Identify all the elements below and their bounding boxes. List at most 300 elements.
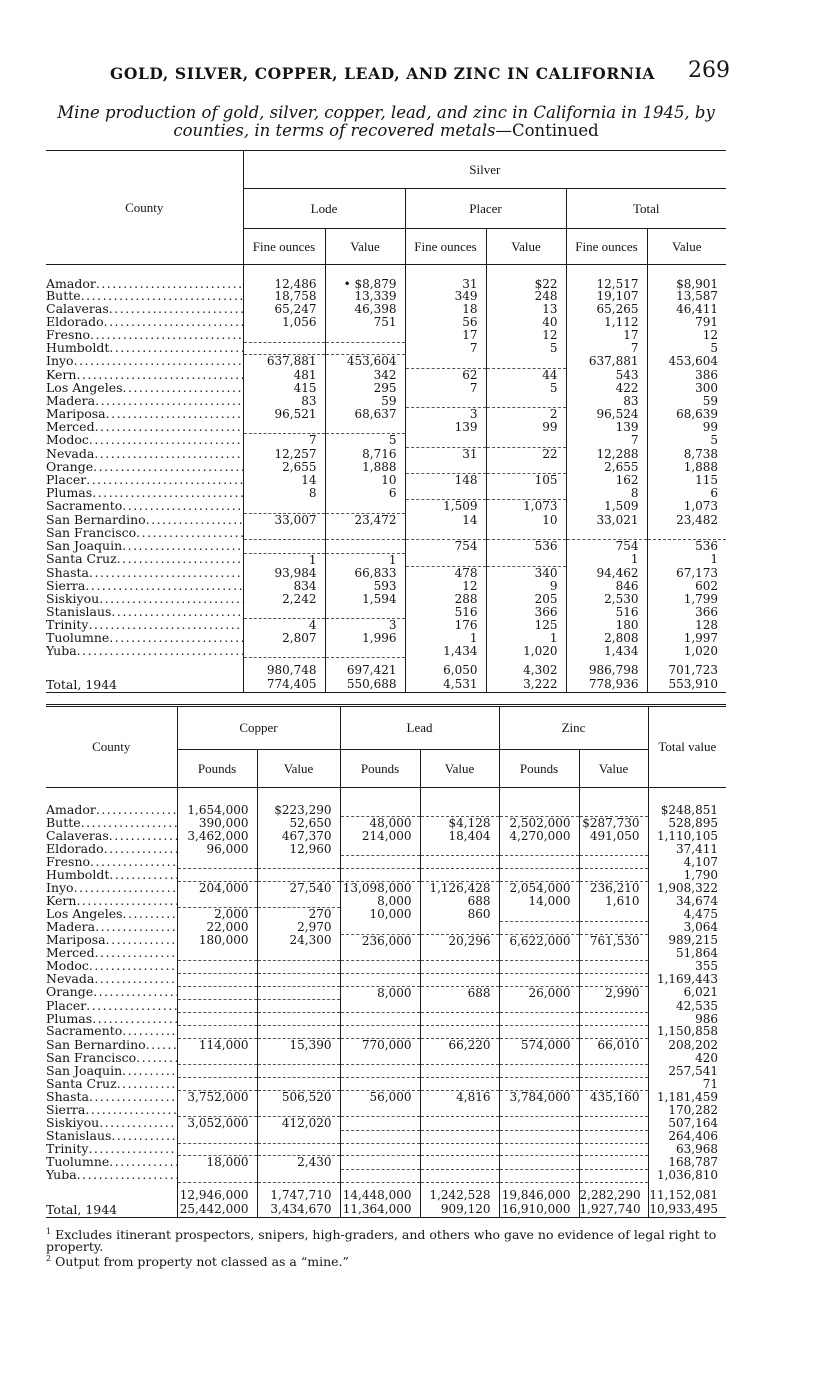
total-oz-cell: 516 [566,606,647,619]
pb-lb-cell [340,804,420,817]
county-row [46,1025,726,1038]
zn-val-cell [579,908,648,921]
page-number: 269 [688,58,730,83]
total-val-cell: 1,997 [647,632,726,645]
placer-fine-ounces-header: Fine ounces [405,229,486,265]
footnote-2 [46,1253,736,1268]
total-cell: 355 [648,960,726,973]
zn-lb-cell [499,1104,579,1117]
placer-oz-cell [405,553,486,566]
cu-lb-cell: 18,000 [177,1156,257,1169]
total-oz-cell: 846 [566,580,647,593]
lode-oz-cell: 65,247 [243,303,325,316]
pb-val-cell [420,1013,499,1026]
lode-val-cell [325,500,405,513]
cu-lb-cell [177,973,257,986]
total-oz-cell: 139 [566,421,647,434]
county-name: Humboldt ..... [46,869,177,882]
total-cell: 420 [648,1052,726,1065]
zn-lb-cell [499,1052,579,1065]
pb-lb-cell [340,1104,420,1117]
cu-val-cell: 2,970 [257,921,340,934]
zn-val-cell: 1,927,740 [579,1202,648,1218]
lode-val-cell [325,329,405,342]
total-val-cell: 1,888 [647,461,726,474]
footnote-mark: 1 [46,1227,52,1236]
placer-oz-cell: 31 [405,278,486,291]
zn-lb-cell [499,1117,579,1130]
county-name: Siskiyou ..... [46,593,243,606]
lode-oz-cell: 1 [243,553,325,566]
running-head [110,60,730,86]
zn-val-cell: $287,730 [579,816,648,829]
zn-lb-cell [499,1169,579,1182]
total-row [46,677,726,693]
county-row [46,513,726,526]
zn-lb-cell [499,804,579,817]
county-name: Los Angeles ..... [46,908,177,921]
placer-val-cell: 9 [486,580,566,593]
lode-oz-cell [243,540,325,553]
total-cell: 208,202 [648,1038,726,1051]
county-row [46,1143,726,1156]
cu-lb-cell [177,1052,257,1065]
total-cell: 51,864 [648,947,726,960]
cu-lb-cell [177,1000,257,1013]
cu-val-cell: 27,540 [257,881,340,894]
county-name: Nevada ..... [46,447,243,460]
lode-header-label: Lode [310,200,338,216]
lode-oz-cell: 774,405 [243,677,325,693]
lode-val-cell: 66,833 [325,566,405,579]
placer-oz-cell [405,527,486,540]
total-cell: 34,674 [648,895,726,908]
lode-val-cell: 23,472 [325,513,405,526]
placer-oz-cell: 17 [405,329,486,342]
placer-val-cell [486,434,566,447]
county-name: Yuba ..... [46,645,243,658]
placer-oz-cell: 1,509 [405,500,486,513]
pb-val-cell [420,1078,499,1091]
placer-oz-cell: 7 [405,382,486,395]
pb-val-cell: 688 [420,895,499,908]
placer-oz-cell [405,434,486,447]
county-name: Santa Cruz ..... [46,553,243,566]
total-val-cell: $8,901 [647,278,726,291]
copper-pounds-header: Pounds [177,750,257,788]
cu-lb-cell: 114,000 [177,1038,257,1051]
total-cell: 168,787 [648,1156,726,1169]
footnote-1 [46,1226,736,1253]
county-name: Plumas ..... [46,487,243,500]
zn-lb-cell [499,1143,579,1156]
placer-group-header [405,189,566,229]
lode-oz-cell: 637,881 [243,355,325,368]
placer-oz-cell: 1 [405,632,486,645]
pb-lb-cell [340,1117,420,1130]
total-cell: 3,064 [648,921,726,934]
placer-val-cell [486,461,566,474]
county-row [46,908,726,921]
pb-lb-cell [340,1078,420,1091]
total-val-cell: 791 [647,316,726,329]
cu-lb-cell: 1,654,000 [177,804,257,817]
silver-header-label: Silver [469,161,501,177]
county-header-label: County [92,739,131,754]
total-val-cell [647,527,726,540]
total-val-cell: 386 [647,368,726,381]
zn-val-cell: 435,160 [579,1090,648,1103]
county-row [46,1117,726,1130]
total-cell: 264,406 [648,1130,726,1143]
total-oz-cell: 83 [566,395,647,408]
county-name: San Francisco ..... [46,527,243,540]
placer-oz-cell: 176 [405,619,486,632]
pb-lb-cell [340,960,420,973]
zn-lb-cell [499,921,579,934]
placer-val-cell: 4,302 [486,658,566,678]
cu-val-cell [257,1025,340,1038]
total-cell: 1,036,810 [648,1169,726,1182]
county-row [46,368,726,381]
pb-val-cell [420,1000,499,1013]
total-val-cell: 5 [647,342,726,355]
pb-val-cell [420,804,499,817]
county-name: Eldorado ..... [46,316,243,329]
pb-val-cell [420,1052,499,1065]
zn-lb-cell [499,1156,579,1169]
county-row [46,1156,726,1169]
zn-val-cell: 761,530 [579,934,648,947]
cu-val-cell [257,986,340,999]
pb-val-cell [420,1117,499,1130]
zn-lb-cell: 19,846,000 [499,1182,579,1202]
lode-val-cell: 6 [325,487,405,500]
zn-lb-cell [499,1000,579,1013]
county-name: Inyo ..... [46,881,177,894]
copper-value-header: Value [257,750,340,788]
total-cell: 71 [648,1078,726,1091]
placer-val-cell: 5 [486,342,566,355]
lead-pounds-header: Pounds [340,750,420,788]
pb-lb-cell [340,856,420,869]
pb-val-cell: 860 [420,908,499,921]
placer-oz-cell [405,461,486,474]
copper-lead-zinc-table [46,704,726,1218]
county-name: Butte ..... [46,290,243,303]
placer-oz-cell: 4,531 [405,677,486,693]
cu-val-cell: 270 [257,908,340,921]
cu-lb-cell [177,1065,257,1078]
cu-val-cell [257,1143,340,1156]
total-val-cell: 1,020 [647,645,726,658]
county-row [46,434,726,447]
county-name [46,658,243,678]
county-name: Shasta ..... [46,1090,177,1103]
lode-val-cell: • $8,879 [325,278,405,291]
total-val-cell: 1 [647,553,726,566]
placer-oz-cell: 18 [405,303,486,316]
placer-val-cell: 12 [486,329,566,342]
lode-val-cell [325,342,405,355]
zn-lb-cell [499,1065,579,1078]
county-name: Placer ..... [46,474,243,487]
placer-val-cell: 1,073 [486,500,566,513]
total-row [46,1182,726,1202]
pb-lb-cell [340,1000,420,1013]
zn-lb-cell [499,908,579,921]
county-name: Yuba ..... [46,1169,177,1182]
county-row [46,804,726,817]
cu-val-cell [257,869,340,882]
zn-val-cell: 1,610 [579,895,648,908]
lead-group-header [340,706,499,750]
placer-val-cell [486,487,566,500]
total-cell: 1,110,105 [648,830,726,843]
placer-oz-cell: 7 [405,342,486,355]
county-name: Madera ..... [46,921,177,934]
county-row [46,986,726,999]
total-fine-ounces-header: Fine ounces [566,229,647,265]
lode-oz-cell: 12,486 [243,278,325,291]
pb-val-cell [420,1104,499,1117]
zn-lb-cell [499,960,579,973]
county-name: Sacramento ..... [46,500,243,513]
pb-val-cell [420,856,499,869]
total-oz-cell: 2,530 [566,593,647,606]
placer-val-cell: 99 [486,421,566,434]
placer-oz-cell: 6,050 [405,658,486,678]
total-cell: 507,164 [648,1117,726,1130]
county-row [46,1052,726,1065]
zn-val-cell: 2,990 [579,986,648,999]
placer-val-cell [486,553,566,566]
total-oz-cell: 7 [566,342,647,355]
silver-table-body [46,265,726,693]
county-row [46,843,726,856]
placer-oz-cell: 478 [405,566,486,579]
cu-val-cell [257,1000,340,1013]
pb-val-cell: 1,126,428 [420,881,499,894]
county-row [46,421,726,434]
zn-lb-cell: 6,622,000 [499,934,579,947]
zn-val-cell [579,1130,648,1143]
county-name: San Francisco ..... [46,1052,177,1065]
zn-lb-cell [499,843,579,856]
footnote-text: Output from property not classed as a “mine.” [55,1254,349,1270]
county-row [46,593,726,606]
pb-lb-cell: 48,000 [340,816,420,829]
placer-oz-cell: 516 [405,606,486,619]
county-name: San Joaquin ..... [46,1065,177,1078]
pb-lb-cell: 8,000 [340,895,420,908]
footnotes [46,1226,736,1268]
county-row [46,500,726,513]
lode-val-cell [325,421,405,434]
pb-lb-cell: 11,364,000 [340,1202,420,1218]
lode-val-cell: 1,594 [325,593,405,606]
county-row [46,1169,726,1182]
zn-val-cell [579,921,648,934]
county-name: Amador ..... [46,278,243,291]
lode-val-cell [325,540,405,553]
county-row [46,973,726,986]
zn-lb-cell: 2,502,000 [499,816,579,829]
total-oz-cell: 33,021 [566,513,647,526]
zn-val-cell [579,960,648,973]
placer-val-cell: 1,020 [486,645,566,658]
total-cell: 63,968 [648,1143,726,1156]
total-oz-cell: 2,808 [566,632,647,645]
cu-val-cell: 2,430 [257,1156,340,1169]
cu-lb-cell: 12,946,000 [177,1182,257,1202]
lode-val-cell: 751 [325,316,405,329]
cu-lb-cell: 3,052,000 [177,1117,257,1130]
county-row [46,921,726,934]
cu-val-cell [257,1130,340,1143]
zinc-header-label: Zinc [561,720,586,735]
lode-group-header [243,189,405,229]
pb-lb-cell [340,1156,420,1169]
lode-val-cell: 593 [325,580,405,593]
total-cell: 1,181,459 [648,1090,726,1103]
total-value-header-label: Total value [658,739,717,754]
total-cell: 4,107 [648,856,726,869]
placer-val-cell: 1 [486,632,566,645]
county-row [46,540,726,553]
lode-oz-cell [243,527,325,540]
county-row [46,856,726,869]
placer-oz-cell [405,355,486,368]
cu-val-cell [257,1104,340,1117]
total-val-cell: 128 [647,619,726,632]
county-name: Placer ..... [46,1000,177,1013]
lode-val-cell: 453,604 [325,355,405,368]
pb-val-cell: 20,296 [420,934,499,947]
copper-group-header [177,706,340,750]
county-row [46,632,726,645]
pb-lb-cell [340,1025,420,1038]
cu-val-cell [257,960,340,973]
placer-oz-cell [405,487,486,500]
county-name: Calaveras ..... [46,303,243,316]
total-val-cell: 366 [647,606,726,619]
total-val-cell: 46,411 [647,303,726,316]
county-row [46,527,726,540]
cu-lb-cell: 2,000 [177,908,257,921]
cu-val-cell: 15,390 [257,1038,340,1051]
county-row [46,1130,726,1143]
cu-lb-cell [177,1013,257,1026]
total-val-cell: 59 [647,395,726,408]
table-caption [46,104,726,140]
lode-oz-cell: 4 [243,619,325,632]
county-row [46,461,726,474]
copper-header-label: Copper [239,720,278,735]
total-val-cell: 1,799 [647,593,726,606]
county-name: Humboldt ..... [46,342,243,355]
cu-lb-cell: 25,442,000 [177,1202,257,1218]
county-column-header [46,706,177,788]
placer-val-cell: 22 [486,447,566,460]
cu-val-cell [257,1169,340,1182]
total-row [46,658,726,678]
placer-oz-cell: 148 [405,474,486,487]
total-oz-cell: 986,798 [566,658,647,678]
total-oz-cell: 65,265 [566,303,647,316]
total-cell: 170,282 [648,1104,726,1117]
total-cell: $248,851 [648,804,726,817]
lode-oz-cell [243,500,325,513]
lode-val-cell: 5 [325,434,405,447]
county-row [46,934,726,947]
county-row [46,606,726,619]
county-name: Amador ..... [46,804,177,817]
county-name: Eldorado ..... [46,843,177,856]
total-value-column-header [648,706,726,788]
total-cell: 1,169,443 [648,973,726,986]
cu-val-cell: 52,650 [257,816,340,829]
zn-val-cell: 66,010 [579,1038,648,1051]
pb-lb-cell [340,1169,420,1182]
total-val-cell: 453,604 [647,355,726,368]
cu-lb-cell [177,1130,257,1143]
pb-lb-cell [340,843,420,856]
county-name: Orange ..... [46,986,177,999]
cu-lb-cell [177,1104,257,1117]
total-oz-cell: 1,434 [566,645,647,658]
county-name: Madera ..... [46,395,243,408]
lode-oz-cell: 415 [243,382,325,395]
county-name: Modoc ..... [46,960,177,973]
total-oz-cell: 94,462 [566,566,647,579]
lode-val-cell: 68,637 [325,408,405,421]
zn-val-cell [579,1156,648,1169]
county-name: Inyo ..... [46,355,243,368]
placer-oz-cell: 3 [405,408,486,421]
cu-lb-cell [177,1078,257,1091]
cu-lb-cell: 96,000 [177,843,257,856]
county-row [46,1090,726,1103]
county-row [46,1000,726,1013]
zn-lb-cell: 16,910,000 [499,1202,579,1218]
lode-oz-cell: 980,748 [243,658,325,678]
zn-val-cell [579,1052,648,1065]
zn-val-cell [579,1025,648,1038]
placer-val-cell: 13 [486,303,566,316]
county-row [46,816,726,829]
county-row [46,1065,726,1078]
county-row [46,487,726,500]
county-name [46,1182,177,1202]
placer-val-cell: 5 [486,382,566,395]
cu-val-cell [257,1078,340,1091]
lode-oz-cell [243,606,325,619]
cu-val-cell [257,1013,340,1026]
county-name: Total, 1944 [46,1201,118,1217]
placer-val-cell: 105 [486,474,566,487]
county-row [46,1078,726,1091]
county-row [46,1104,726,1117]
total-oz-cell: 754 [566,540,647,553]
cu-val-cell: 3,434,670 [257,1202,340,1218]
silver-production-table [46,150,726,693]
county-row [46,447,726,460]
total-val-cell: 23,482 [647,513,726,526]
county-name: Los Angeles ..... [46,382,243,395]
zn-val-cell [579,1143,648,1156]
lode-value-header: Value [325,229,405,265]
